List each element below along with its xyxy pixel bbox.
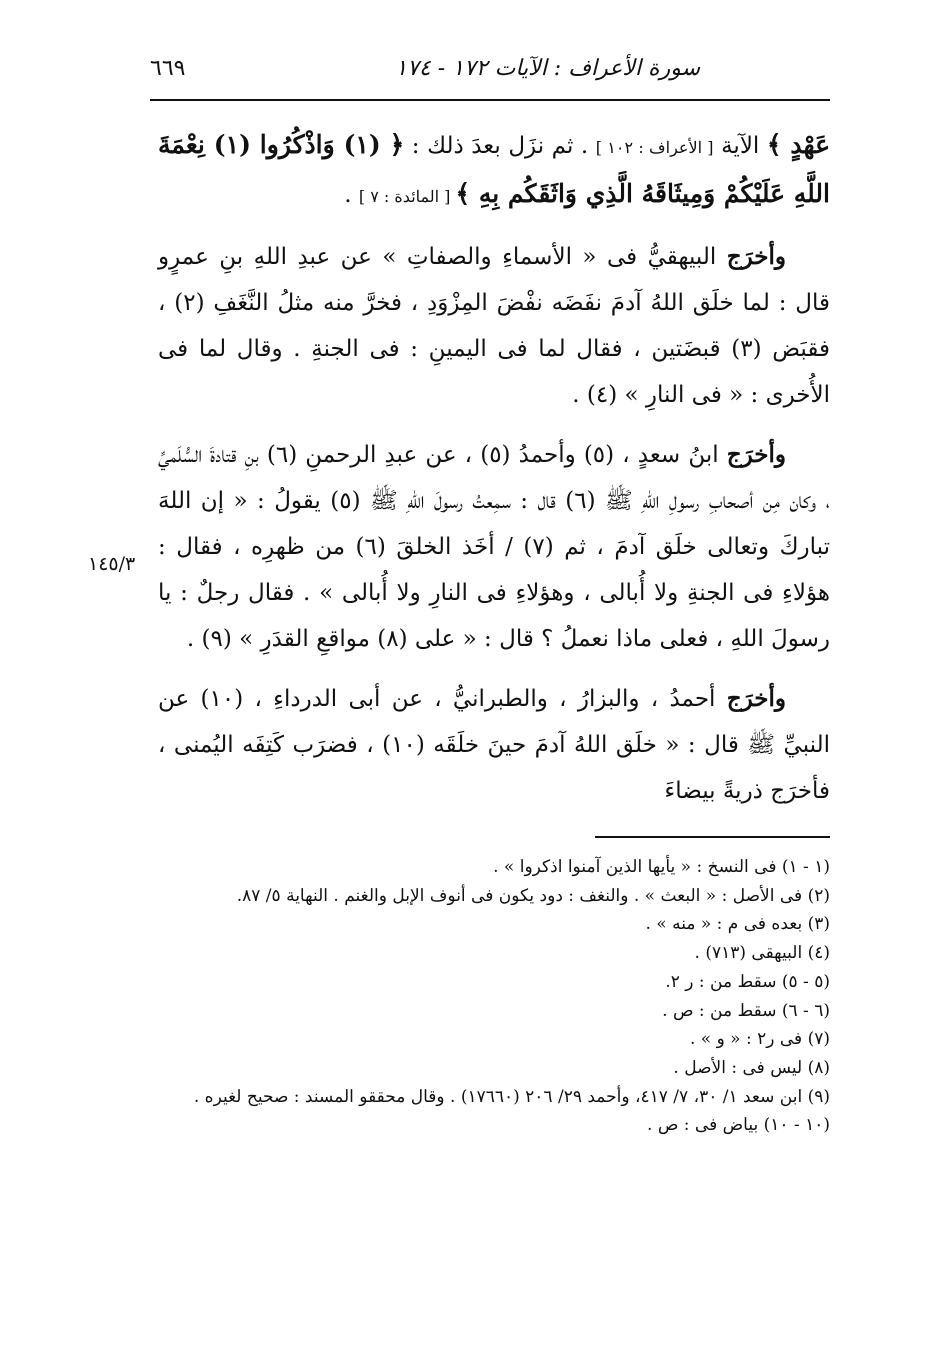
footnote: (١٠ - ١٠) بياض فى : ص . [647,1115,830,1136]
footnote: (١ - ١) فى النسخ : « يأيها الذين آمنوا اذكروا » . [493,857,830,877]
paragraph-text: . [344,182,359,208]
lead-word: وأخرَج [726,685,786,712]
lead-word: وأخرَج [726,441,786,468]
verse-reference: [ الأعراف : ١٠٢ ] [595,138,714,157]
paragraph-verse [158,122,830,220]
paragraph-ahmad [158,676,830,814]
main-text [158,122,830,828]
footnotes [150,853,830,1140]
paragraph-text: ابنُ سعدٍ ، (٥) وأحمدُ (٥) ، عن عبدِ الرحمنِ (٦) بنِ قتادةَ السُّلَميِّ ، وكان مِن أصحابِ رسولِ اللهِ ﷺ (٦) قال : سمِعتُ رسولَ اللهِ ﷺ (٥) يقولُ : « إن اللهَ تباركَ وتعالى خلَق آدمَ ، ثم (٧) / أخَذ الخلقَ (٦) من ظهرِه ، فقال : هؤلاءِ فى الجنةِ ولا أُبالى ، وهؤلاءِ فى النارِ ولا أُبالى » . فقال رجلٌ : يا رسولَ اللهِ ، فعلى ماذا نعملُ ؟ قال : « على (٨) مواقعِ القدَرِ » (٩) . [158,442,830,652]
footnote: (٣) بعده فى م : « منه » . [645,914,830,935]
footnote: (٩) ابن سعد ١/ ٣٠، ٧/ ٤١٧، وأحمد ٢٩/ ٢٠٦ (١٧٦٦٠) . وقال محققو المسند : صحيح لغيره . [193,1086,830,1107]
paragraph-text: الآية [713,133,767,159]
paragraph-text: أحمدُ ، والبزارُ ، والطبرانيُّ ، عن أبى الدرداءِ ، (١٠) عن النبيِّ ﷺ قال : « خلَق اللهُ آدمَ حينَ خلَقَه (١٠) ، فضرَب كَتِفَه اليُمنى ، فأخرَج ذريةً بيضاءَ [158,686,831,804]
lead-word: وأخرَج [726,243,786,270]
quran-text: ﴿ (١) وَاذْكُرُوا (١) نِعْمَةَ اللَّهِ عَلَيْكُمْ وَمِيثَاقَهُ الَّذِي وَاثَقَكُم بِهِ ﴾ [158,130,830,208]
paragraph-bayhaqi [158,234,830,418]
paragraph-text: البيهقيُّ فى « الأسماءِ والصفاتِ » عن عبدِ اللهِ بنِ عمرٍو قال : لما خلَق اللهُ آدمَ نفَضَه نفْضَ المِزْوَدِ ، فخرَّ منه مثلُ النَّغَفِ (٢) ، فقبَض (٣) قبضَتين ، فقال لما فى اليمينِ : فى الجنةِ . وقال لما فى الأُخرى : « فى النارِ » (٤) . [158,244,830,408]
header-rule [150,99,830,101]
footnote: (٨) ليس فى : الأصل . [673,1057,830,1078]
footnote-rule [595,836,830,838]
footnote: (٦ - ٦) سقط من : ص . [662,1000,830,1021]
footnote: (٢) فى الأصل : « البعث » . والنغف : دود يكون فى أنوف الإبل والغنم . النهاية ٥/ ٨٧. [236,885,830,906]
footnote: (٤) البيهقى (٧١٣) . [694,943,830,964]
paragraph-ibn-saad [158,432,830,662]
quran-text: عَهْدٍ ﴾ [766,130,830,159]
footnote: (٧) فى ر٢ : « و » . [689,1029,830,1050]
margin-note: ١٤٥/٣ [88,553,136,575]
verse-reference: [ المائدة : ٧ ] [358,187,456,206]
paragraph-text: . ثم نزَل بعدَ ذلك : [404,133,596,159]
page-number: ٦٦٩ [150,56,186,81]
running-title: سورة الأعراف : الآيات ١٧٢ - ١٧٤ [395,56,700,81]
page-header [150,52,830,92]
footnote: (٥ - ٥) سقط من : ر ٢. [665,971,830,992]
